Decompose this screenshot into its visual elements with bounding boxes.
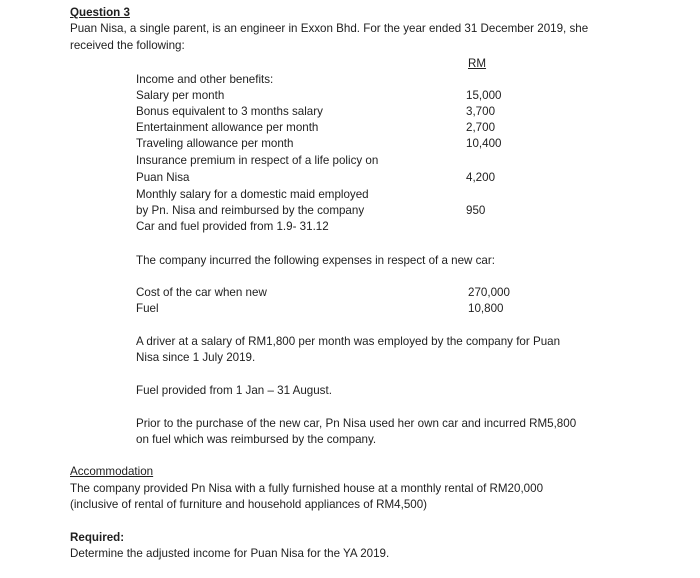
accommodation-line-1: The company provided Pn Nisa with a fully furnished house at a monthly rental of RM20,000 [70,482,544,495]
currency-header: RM [468,57,487,70]
car-expense-amount: 270,000 [468,286,510,299]
income-item-amount: 15,000 [466,89,502,102]
accommodation-line-2: (inclusive of rental of furniture and household appliances of RM4,500) [70,498,428,511]
income-item-amount: 4,200 [466,171,496,184]
income-item-label: Puan Nisa [136,171,190,184]
accommodation-heading: Accommodation [70,465,154,478]
fuel-provided: Fuel provided from 1 Jan – 31 August. [136,384,332,397]
income-item-label: Car and fuel provided from 1.9- 31.12 [136,220,329,233]
income-item-label: Traveling allowance per month [136,137,294,150]
income-item-label: Monthly salary for a domestic maid employed [136,188,369,201]
required-text: Determine the adjusted income for Puan Nisa for the YA 2019. [70,547,390,560]
income-item-amount: 3,700 [466,105,496,118]
prior-line-2: on fuel which was reimbursed by the company. [136,433,377,446]
required-heading: Required: [70,531,125,544]
driver-line-1: A driver at a salary of RM1,800 per month was employed by the company for Puan [136,335,561,348]
income-item-amount: 2,700 [466,121,496,134]
income-item-label: Bonus equivalent to 3 months salary [136,105,323,118]
income-item-label: Insurance premium in respect of a life policy on [136,154,379,167]
car-expense-label: Cost of the car when new [136,286,267,299]
income-item-amount: 950 [466,204,486,217]
car-expense-amount: 10,800 [468,302,504,315]
income-item-amount: 10,400 [466,137,502,150]
prior-line-1: Prior to the purchase of the new car, Pn Nisa used her own car and incurred RM5,800 [136,417,577,430]
income-item-label: Entertainment allowance per month [136,121,319,134]
income-item-label: Salary per month [136,89,225,102]
car-expense-label: Fuel [136,302,159,315]
income-heading: Income and other benefits: [136,73,274,86]
intro-line-2: received the following: [70,39,185,52]
question-title: Question 3 [70,6,130,19]
driver-line-2: Nisa since 1 July 2019. [136,351,256,364]
intro-line-1: Puan Nisa, a single parent, is an engineer in Exxon Bhd. For the year ended 31 December 2019, she [70,22,589,35]
income-item-label: by Pn. Nisa and reimbursed by the company [136,204,365,217]
expense-intro: The company incurred the following expenses in respect of a new car: [136,254,495,267]
